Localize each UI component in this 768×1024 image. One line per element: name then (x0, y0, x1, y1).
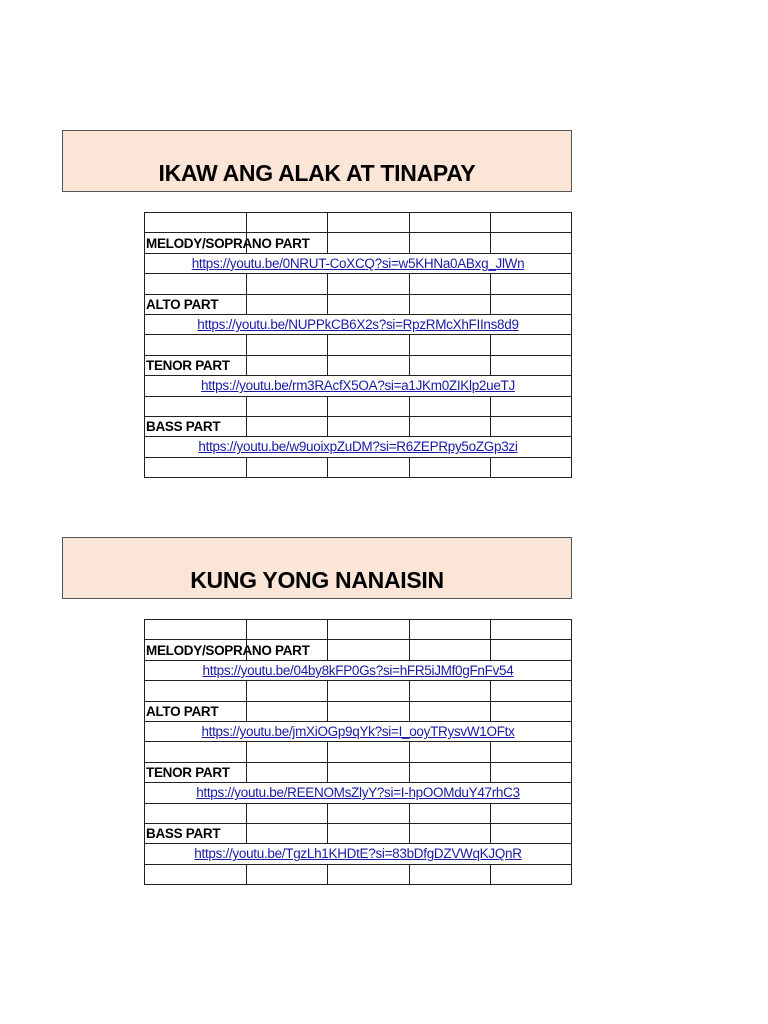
part-label: TENOR PART (145, 762, 247, 782)
table-row (145, 416, 572, 436)
song-title: KUNG YONG NANAISIN (190, 567, 444, 593)
table-row (145, 660, 572, 680)
part-label: ALTO PART (145, 294, 247, 314)
table-row (145, 233, 572, 253)
table-row (145, 253, 572, 273)
song-title-box (62, 537, 572, 599)
table-row (145, 640, 572, 660)
table-row (145, 783, 572, 803)
table-row (145, 701, 572, 721)
table-row (145, 620, 572, 640)
table-row (145, 314, 572, 334)
part-label: TENOR PART (145, 355, 247, 375)
song-title: IKAW ANG ALAK AT TINAPAY (158, 160, 476, 186)
table-row (145, 844, 572, 864)
parts-table (144, 619, 572, 885)
part-label: BASS PART (145, 416, 247, 436)
table-row (145, 721, 572, 741)
table-row (145, 294, 572, 314)
parts-table (144, 212, 572, 478)
table-row (145, 762, 572, 782)
table-row (145, 457, 572, 477)
youtube-link[interactable]: https://youtu.be/jmXiOGp9qYk?si=I_ooyTRysvW1OFtx (201, 724, 515, 740)
part-label: MELODY/SOPRANO PART (145, 640, 247, 660)
youtube-link[interactable]: https://youtu.be/0NRUT-CoXCQ?si=w5KHNa0ABxg_JlWn (191, 255, 525, 271)
table-row (145, 213, 572, 233)
table-row (145, 376, 572, 396)
table-row (145, 355, 572, 375)
table-row (145, 274, 572, 294)
table-row (145, 803, 572, 823)
table-row (145, 335, 572, 355)
youtube-link[interactable]: https://youtu.be/w9uoixpZuDM?si=R6ZEPRpy5oZGp3zi (198, 439, 518, 455)
table-row (145, 681, 572, 701)
part-label: MELODY/SOPRANO PART (145, 233, 247, 253)
table-row (145, 437, 572, 457)
youtube-link[interactable]: https://youtu.be/04by8kFP0Gs?si=hFR5iJMf0gFnFv54 (202, 662, 514, 678)
youtube-link[interactable]: https://youtu.be/REENOMsZlyY?si=I-hpOOMduY47rhC3 (196, 785, 520, 801)
youtube-link[interactable]: https://youtu.be/NUPPkCB6X2s?si=RpzRMcXhFIIns8d9 (197, 317, 519, 333)
youtube-link[interactable]: https://youtu.be/TgzLh1KHDtE?si=83bDfgDZVWqKJQnR (194, 846, 522, 862)
part-label: BASS PART (145, 823, 247, 843)
table-row (145, 864, 572, 884)
part-label: ALTO PART (145, 701, 247, 721)
table-row (145, 742, 572, 762)
song-title-box (62, 130, 572, 192)
table-row (145, 396, 572, 416)
table-row (145, 823, 572, 843)
youtube-link[interactable]: https://youtu.be/rm3RAcfX5OA?si=a1JKm0ZIKlp2ueTJ (201, 378, 515, 394)
